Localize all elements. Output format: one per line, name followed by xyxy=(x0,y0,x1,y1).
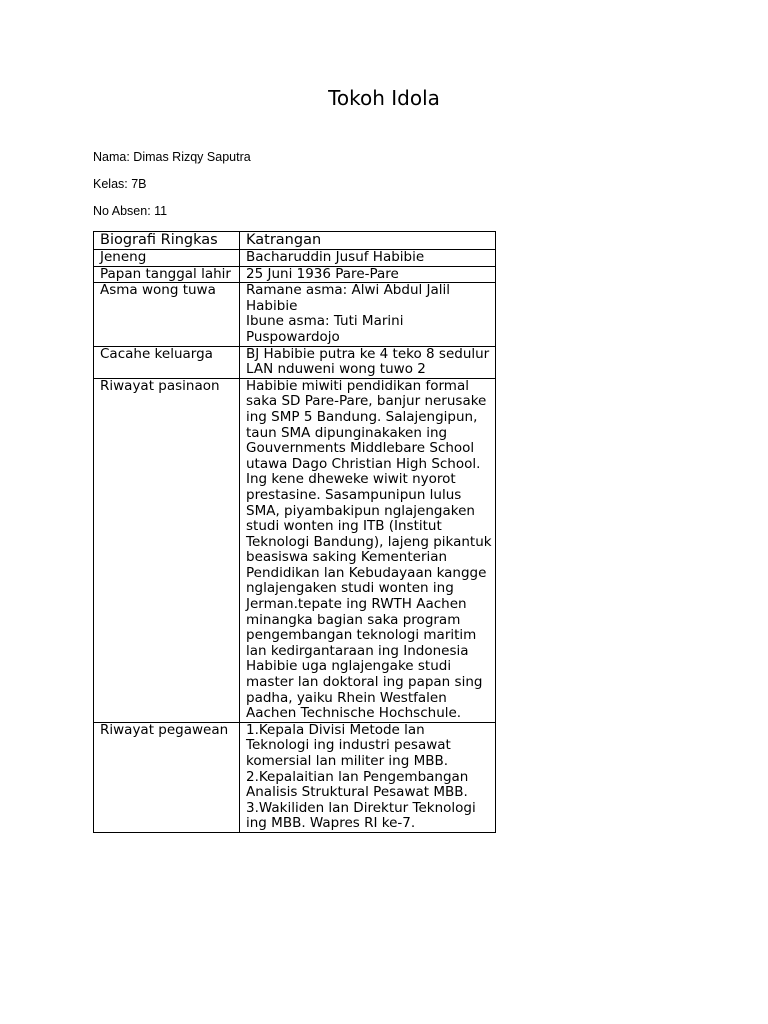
biography-table xyxy=(93,231,496,833)
row-value-family: BJ Habibie putra ke 4 teko 8 sedulur LAN nduweni wong tuwo 2 xyxy=(240,346,496,378)
header-description: Katrangan xyxy=(240,232,496,250)
row-value-name: Bacharuddin Jusuf Habibie xyxy=(240,250,496,267)
student-name: Nama: Dimas Rizqy Saputra xyxy=(93,150,251,164)
row-label-name: Jeneng xyxy=(94,250,240,267)
table-row xyxy=(94,346,496,378)
mother-name: Ibune asma: Tuti Marini Puspowardojo xyxy=(246,313,404,345)
document-title: Tokoh Idola xyxy=(328,86,440,110)
header-summary: Biografi Ringkas xyxy=(94,232,240,250)
row-label-birth: Papan tanggal lahir xyxy=(94,266,240,283)
row-label-career: Riwayat pegawean xyxy=(94,722,240,832)
table-row xyxy=(94,283,496,346)
table-row xyxy=(94,250,496,267)
row-value-education: Habibie miwiti pendidikan formal saka SD Pare-Pare, banjur nerusake ing SMP 5 Bandung. Salajengipun, taun SMA dipunginakaken ing Gouvernments Middlebare School utawa Dago Christian High School. Ing kene dheweke wiwit nyorot prestasine. Sasampunipun lulus SMA, piyambakipun nglajengaken studi wonten ing ITB (Institut Teknologi Bandung), lajeng pikantuk beasiswa saking Kementerian Pendidikan lan Kebudayaan kangge nglajengaken studi wonten ing Jerman.tepate ing RWTH Aachen minangka bagian saka program pengembangan teknologi maritim lan kedirgantaraan ing Indonesia Habibie uga nglajengake studi master lan doktoral ing papan sing padha, yaiku Rhein Westfalen Aachen Technische Hochschule. xyxy=(240,378,496,722)
row-value-career: 1.Kepala Divisi Metode lan Teknologi ing industri pesawat komersial lan militer ing MBB. 2.Kepalaitian lan Pengembangan Analisis Struktural Pesawat MBB. 3.Wakiliden lan Direktur Teknologi ing MBB. Wapres RI ke-7. xyxy=(240,722,496,832)
table-row xyxy=(94,378,496,722)
student-number: No Absen: 11 xyxy=(93,204,168,218)
row-value-birth: 25 Juni 1936 Pare-Pare xyxy=(240,266,496,283)
student-class: Kelas: 7B xyxy=(93,177,147,191)
row-label-parents: Asma wong tuwa xyxy=(94,283,240,346)
row-label-education: Riwayat pasinaon xyxy=(94,378,240,722)
row-label-family: Cacahe keluarga xyxy=(94,346,240,378)
table-header-row xyxy=(94,232,496,250)
table-row xyxy=(94,722,496,832)
row-value-parents xyxy=(240,283,496,346)
father-name: Ramane asma: Alwi Abdul Jalil Habibie xyxy=(246,282,451,314)
table-row xyxy=(94,266,496,283)
